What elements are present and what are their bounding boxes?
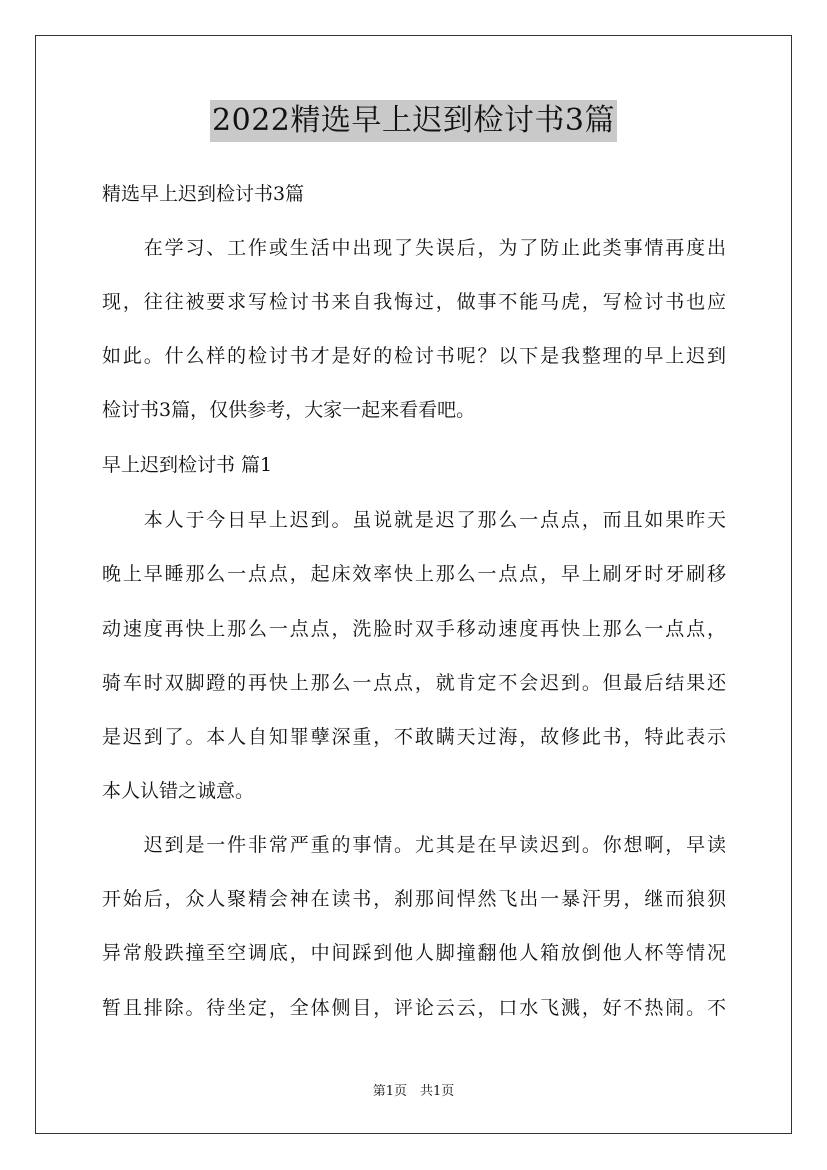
body-line: 是迟到了。本人自知罪孽深重，不敢瞒天过海，故修此书，特此表示 [102, 726, 726, 748]
body-line: 开始后，众人聚精会神在读书，刹那间悍然飞出一暴汗男，继而狼狈 [102, 888, 726, 910]
body-line: 如此。什么样的检讨书才是好的检讨书呢？以下是我整理的早上迟到 [102, 345, 726, 367]
subtitle-line: 精选早上迟到检讨书3篇 [102, 183, 305, 205]
body-line: 动速度再快上那么一点点，洗脸时双手移动速度再快上那么一点点， [102, 618, 726, 640]
title-container [0, 100, 827, 142]
body-line: 检讨书3篇，仅供参考，大家一起来看看吧。 [102, 399, 476, 421]
body-line: 晚上早睡那么一点点，起床效率快上那么一点点，早上刷牙时牙刷移 [102, 563, 726, 585]
document-title: 2022精选早上迟到检讨书3篇 [210, 100, 617, 142]
body-line: 本人于今日早上迟到。虽说就是迟了那么一点点，而且如果昨天 [102, 509, 726, 531]
body-line: 在学习、工作或生活中出现了失误后，为了防止此类事情再度出 [102, 237, 726, 259]
body-line: 异常般跌撞至空调底，中间踩到他人脚撞翻他人箱放倒他人杯等情况 [102, 942, 726, 964]
body-line: 暂且排除。待坐定，全体侧目，评论云云，口水飞溅，好不热闹。不 [102, 997, 726, 1019]
body-line: 迟到是一件非常严重的事情。尤其是在早读迟到。你想啊，早读 [102, 834, 726, 856]
body-line: 骑车时双脚蹬的再快上那么一点点，就肯定不会迟到。但最后结果还 [102, 672, 726, 694]
page-footer: 第1页 共1页 [372, 1084, 455, 1099]
body-line: 现，往往被要求写检讨书来自我悔过，做事不能马虎，写检讨书也应 [102, 291, 726, 313]
body-line: 本人认错之诚意。 [102, 780, 255, 802]
section-heading: 早上迟到检讨书 篇1 [102, 454, 273, 476]
